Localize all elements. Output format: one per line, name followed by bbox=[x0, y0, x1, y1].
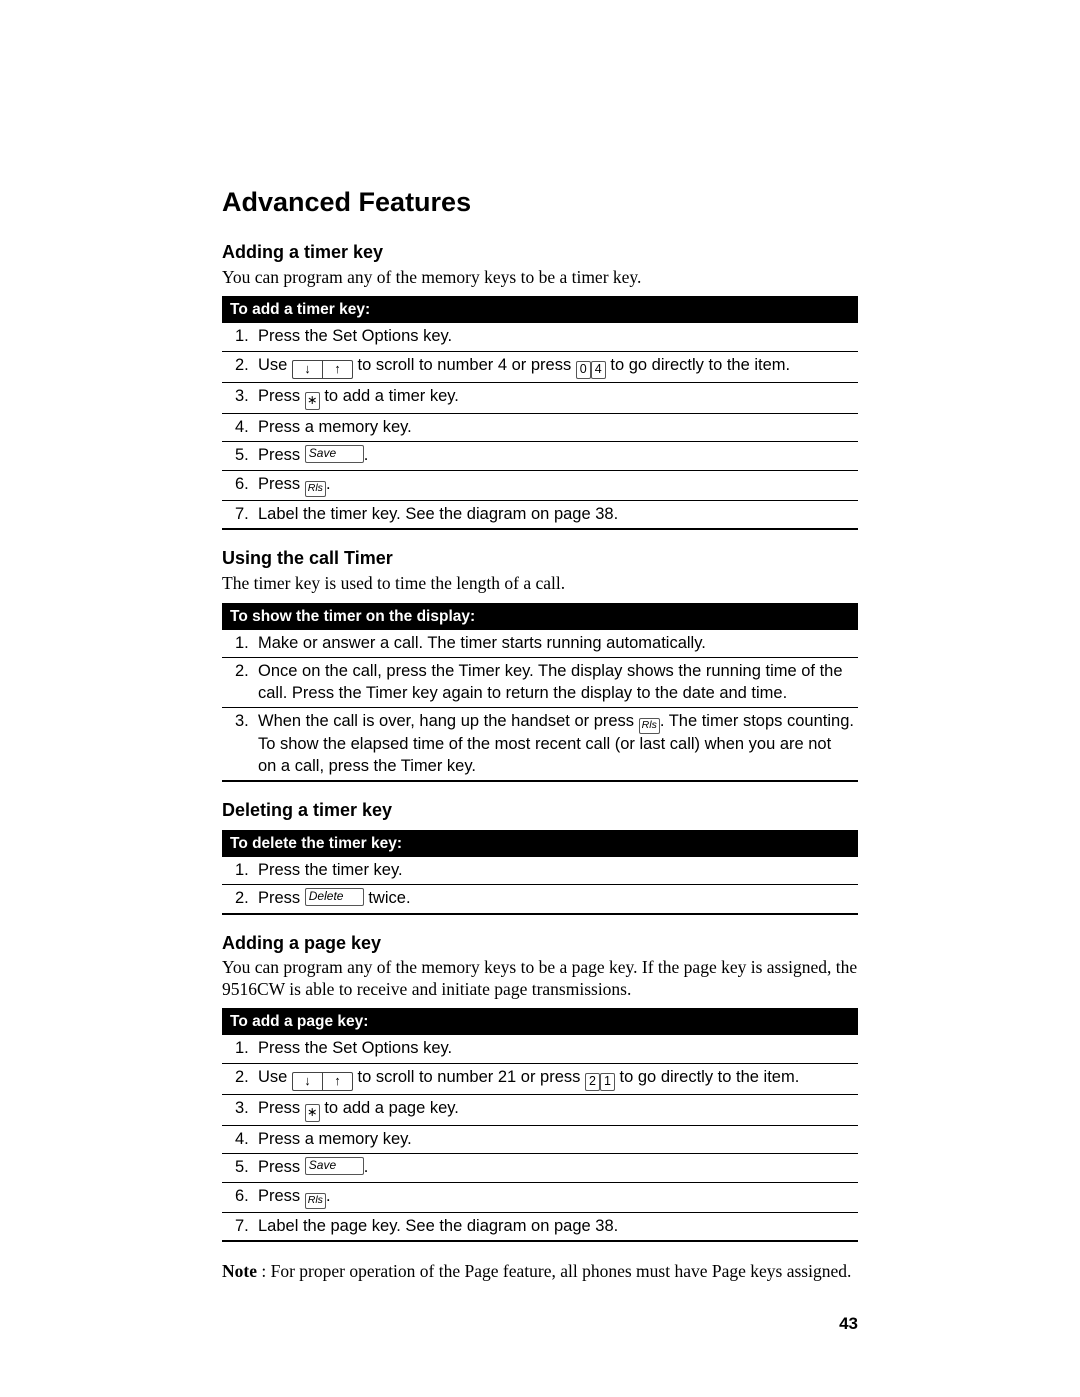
step-number: 2. bbox=[235, 889, 249, 908]
procedure-header: To show the timer on the display: bbox=[222, 603, 858, 630]
section-intro: You can program any of the memory keys to be a page key. If the page key is assigned, the 9516CW is able to receive and initiate page transmissions. bbox=[222, 957, 858, 999]
step-number: 6. bbox=[235, 1186, 249, 1205]
procedure-table bbox=[222, 603, 858, 783]
rls-key: Rls bbox=[305, 1193, 326, 1209]
keypad-key: 2 bbox=[585, 1073, 600, 1091]
step-number: 2. bbox=[235, 1067, 249, 1086]
procedure-table bbox=[222, 1008, 858, 1242]
procedure-step bbox=[222, 471, 858, 501]
down-arrow-icon: ↓ bbox=[304, 360, 311, 376]
step-number: 3. bbox=[235, 712, 249, 731]
procedure-step bbox=[222, 1154, 858, 1183]
page-content bbox=[222, 188, 858, 1334]
section bbox=[222, 548, 858, 782]
procedure-step bbox=[222, 1035, 858, 1064]
procedure-step bbox=[222, 442, 858, 471]
procedure-step bbox=[222, 1213, 858, 1241]
procedure-step bbox=[222, 383, 858, 414]
step-text: Press Rls . bbox=[258, 1186, 858, 1209]
step-number: 5. bbox=[235, 446, 249, 465]
softkey-key: Delete bbox=[305, 888, 364, 906]
procedure-step bbox=[222, 658, 858, 708]
procedure-step bbox=[222, 501, 858, 529]
step-number: 2. bbox=[235, 355, 249, 374]
rls-key: Rls bbox=[639, 718, 660, 734]
section-heading: Adding a timer key bbox=[222, 242, 384, 263]
step-text: Press Save . bbox=[258, 446, 369, 465]
step-text: Label the page key. See the diagram on page 38. bbox=[258, 1216, 619, 1235]
step-text: Press the timer key. bbox=[258, 860, 403, 879]
section-intro: You can program any of the memory keys to be a timer key. bbox=[222, 266, 642, 287]
step-number: 2. bbox=[235, 662, 249, 681]
procedure-step bbox=[222, 885, 858, 913]
step-text: Once on the call, press the Timer key. The display shows the running time of the call. Press the Timer key again to return the display to the date and time. bbox=[258, 662, 843, 702]
procedure-table bbox=[222, 296, 858, 530]
procedure-step bbox=[222, 1064, 858, 1095]
down-arrow-icon: ↓ bbox=[304, 1072, 311, 1088]
step-text: When the call is over, hang up the handset or press Rls . The timer stops counting. To show the elapsed time of the most recent call (or last call) when you are not on a call, press the Timer key. bbox=[258, 712, 854, 775]
step-number: 5. bbox=[235, 1158, 249, 1177]
softkey-key: Save bbox=[305, 1157, 364, 1175]
section-heading: Deleting a timer key bbox=[222, 800, 393, 821]
softkey-key: Save bbox=[305, 445, 364, 463]
step-text: Press Save . bbox=[258, 1158, 369, 1177]
step-number: 1. bbox=[235, 1039, 249, 1058]
page-number: 43 bbox=[839, 1314, 858, 1334]
step-number: 3. bbox=[235, 386, 249, 405]
step-text: Press Delete twice. bbox=[258, 889, 411, 908]
keypad-key: 0 bbox=[576, 361, 591, 379]
procedure-header: To delete the timer key: bbox=[222, 830, 858, 857]
step-number: 3. bbox=[235, 1098, 249, 1117]
step-number: 7. bbox=[235, 1216, 249, 1235]
up-arrow-icon: ↑ bbox=[322, 361, 352, 378]
note-text: : For proper operation of the Page feature, all phones must have Page keys assigned. bbox=[256, 1261, 852, 1282]
procedure-table bbox=[222, 830, 858, 915]
procedure-step bbox=[222, 708, 858, 780]
keypad-key: ∗ bbox=[305, 392, 320, 410]
step-text: Press a memory key. bbox=[258, 417, 412, 436]
section-heading: Adding a page key bbox=[222, 932, 382, 953]
step-number: 6. bbox=[235, 474, 249, 493]
step-text: Press a memory key. bbox=[258, 1129, 412, 1148]
procedure-step bbox=[222, 323, 858, 352]
section-intro: The timer key is used to time the length of a call. bbox=[222, 573, 566, 594]
step-text: Use ↓ ↑ to scroll to number 21 or press 2 1 to go directly to the item. bbox=[258, 1067, 858, 1091]
note bbox=[222, 1260, 858, 1282]
keypad-key: ∗ bbox=[305, 1104, 320, 1122]
procedure-header: To add a timer key: bbox=[222, 296, 858, 323]
step-number: 4. bbox=[235, 417, 249, 436]
keypad-key: 4 bbox=[591, 361, 606, 379]
step-text: Press the Set Options key. bbox=[258, 1039, 453, 1058]
procedure-step bbox=[222, 1183, 858, 1213]
procedure-step bbox=[222, 630, 858, 659]
down-up-arrow-key bbox=[292, 360, 353, 379]
step-number: 7. bbox=[235, 504, 249, 523]
section bbox=[222, 933, 858, 1243]
section-heading: Using the call Timer bbox=[222, 548, 393, 569]
step-text: Press Rls . bbox=[258, 474, 858, 497]
step-number: 1. bbox=[235, 633, 249, 652]
step-text: Press ∗ to add a timer key. bbox=[258, 386, 858, 410]
procedure-step bbox=[222, 1126, 858, 1155]
keypad-key: 1 bbox=[600, 1073, 615, 1091]
note-label: Note bbox=[222, 1261, 257, 1282]
section bbox=[222, 800, 858, 915]
step-number: 1. bbox=[235, 860, 249, 879]
down-up-arrow-key bbox=[292, 1072, 353, 1091]
step-text: Press the Set Options key. bbox=[258, 327, 453, 346]
step-text: Make or answer a call. The timer starts running automatically. bbox=[258, 633, 706, 652]
step-number: 1. bbox=[235, 327, 249, 346]
up-arrow-icon: ↑ bbox=[322, 1073, 352, 1090]
step-number: 4. bbox=[235, 1129, 249, 1148]
step-text: Label the timer key. See the diagram on page 38. bbox=[258, 504, 619, 523]
step-text: Use ↓ ↑ to scroll to number 4 or press 0 4 to go directly to the item. bbox=[258, 355, 858, 379]
rls-key: Rls bbox=[305, 481, 326, 497]
section bbox=[222, 242, 858, 530]
step-text: Press ∗ to add a page key. bbox=[258, 1098, 858, 1122]
procedure-step bbox=[222, 857, 858, 886]
procedure-step bbox=[222, 352, 858, 383]
procedure-header: To add a page key: bbox=[222, 1008, 858, 1035]
page-title: Advanced Features bbox=[222, 187, 472, 217]
procedure-step bbox=[222, 1095, 858, 1126]
procedure-step bbox=[222, 414, 858, 443]
sections-container bbox=[222, 242, 858, 1242]
